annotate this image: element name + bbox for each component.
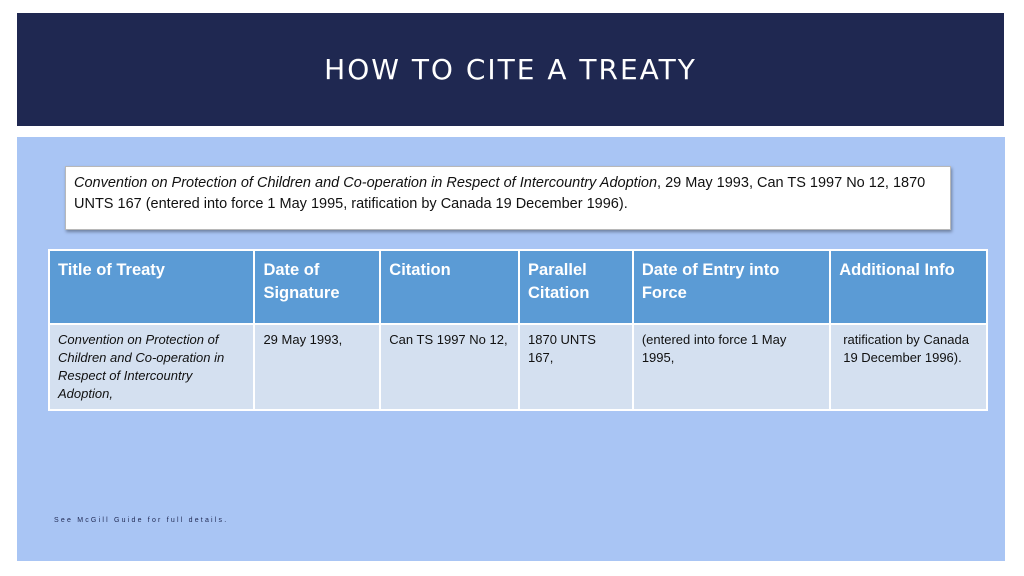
content-area — [17, 137, 1005, 561]
header-date-of-entry-into-force: Date of Entry into Force — [633, 250, 830, 324]
citation-example-box — [65, 166, 951, 230]
citation-treaty-title: Convention on Protection of Children and Co-operation in Respect of Intercountry Adoption — [74, 175, 658, 191]
title-bar — [17, 13, 1004, 126]
slide-title: HOW TO CITE A TREATY — [324, 53, 697, 86]
citation-details: , 29 May 1993, Can TS 1997 No 12, 1870 UNTS 167 (entered into force 1 May 1995, ratification by Canada 19 December 1996). — [74, 175, 926, 212]
header-citation: Citation — [380, 250, 519, 324]
header-parallel-citation: Parallel Citation — [519, 250, 633, 324]
header-additional-info: Additional Info — [830, 250, 987, 324]
table-row — [49, 324, 987, 410]
cell-parallel-citation: 1870 UNTS 167, — [519, 324, 633, 410]
cell-title-of-treaty: Convention on Protection of Children and Co-operation in Respect of Intercountry Adoption, — [49, 324, 254, 410]
header-title-of-treaty: Title of Treaty — [49, 250, 254, 324]
header-date-of-signature: Date of Signature — [254, 250, 380, 324]
footnote: See McGill Guide for full details. — [54, 517, 229, 524]
cell-date-of-signature: 29 May 1993, — [254, 324, 380, 410]
citation-breakdown-table — [48, 249, 988, 411]
table-header-row — [49, 250, 987, 324]
cell-citation: Can TS 1997 No 12, — [380, 324, 519, 410]
cell-date-of-entry-into-force: (entered into force 1 May 1995, — [633, 324, 830, 410]
cell-additional-info: ratification by Canada 19 December 1996). — [830, 324, 987, 410]
